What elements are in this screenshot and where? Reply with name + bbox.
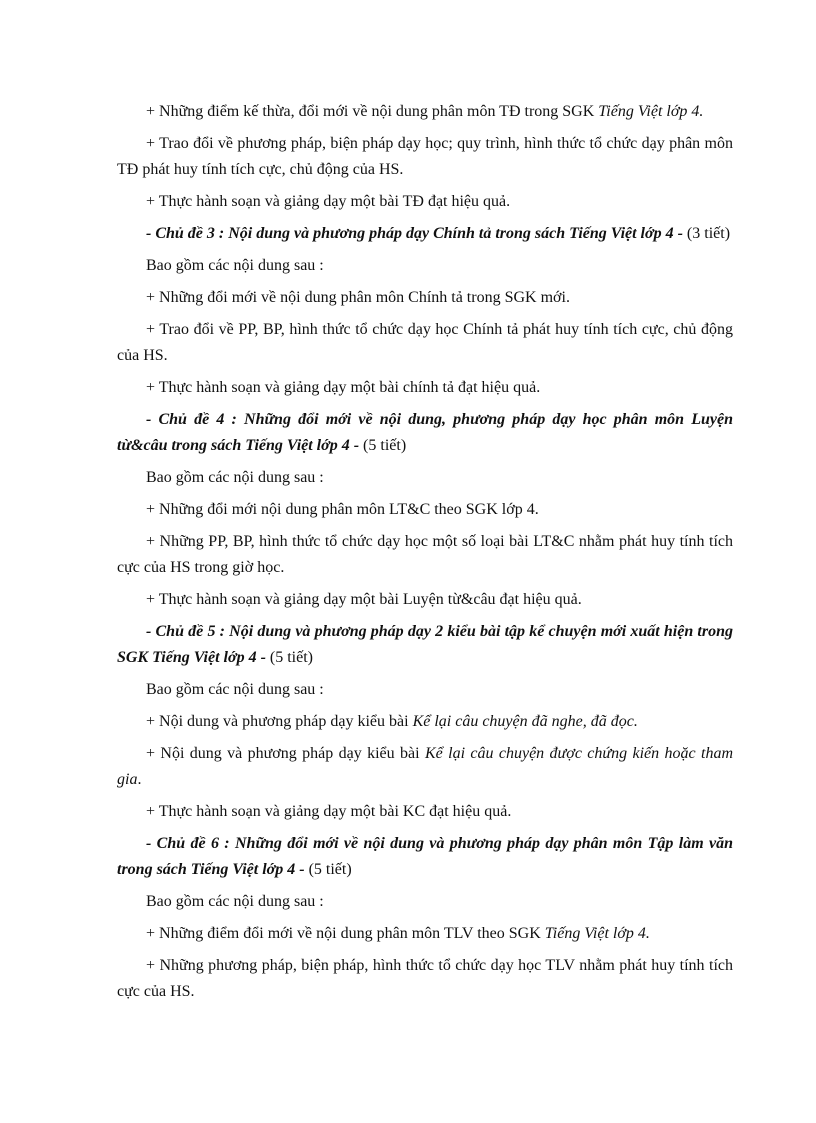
topic5-duration: (5 tiết) — [269, 649, 313, 666]
topic4-heading: - Chủ đề 4 : Những đổi mới về nội dung, phương pháp dạy học phân môn Luyện từ&câu trong sách Tiếng Việt lớp 4 - (5 tiết) — [117, 411, 733, 454]
topic4-item-1: + Những đổi mới nội dung phân môn LT&C theo SGK lớp 4. — [146, 501, 539, 518]
topic6-duration: (5 tiết) — [308, 861, 352, 878]
topic6-heading: - Chủ đề 6 : Những đổi mới về nội dung và phương pháp dạy phân môn Tập làm văn trong sách Tiếng Việt lớp 4 - (5 tiết) — [117, 835, 733, 878]
topic4-intro: Bao gồm các nội dung sau : — [146, 469, 324, 486]
topic5-item-1: + Nội dung và phương pháp dạy kiểu bài Kể lại câu chuyện đã nghe, đã đọc. — [146, 713, 638, 730]
topic2-item-methods: + Trao đổi về phương pháp, biện pháp dạy học; quy trình, hình thức tổ chức dạy phân môn TĐ phát huy tính tích cực, chủ động của HS. — [117, 135, 733, 178]
document-body — [117, 99, 733, 1005]
topic3-item-1: + Những đổi mới về nội dung phân môn Chính tả trong SGK mới. — [146, 289, 570, 306]
topic6-intro: Bao gồm các nội dung sau : — [146, 893, 324, 910]
topic5-intro: Bao gồm các nội dung sau : — [146, 681, 324, 698]
topic4-duration: (5 tiết) — [363, 437, 407, 454]
topic5-item-2: + Nội dung và phương pháp dạy kiểu bài Kể lại câu chuyện được chứng kiến hoặc tham gia. — [117, 745, 734, 788]
topic3-duration: (3 tiết) — [686, 225, 731, 242]
topic2-item-practice: + Thực hành soạn và giảng dạy một bài TĐ đạt hiệu quả. — [146, 193, 511, 210]
topic2-item-inheritance: + Những điểm kế thừa, đổi mới về nội dung phân môn TĐ trong SGK Tiếng Việt lớp 4. — [146, 103, 704, 120]
topic3-item-2: + Trao đổi về PP, BP, hình thức tổ chức dạy học Chính tả phát huy tính tích cực, chủ động của HS. — [117, 321, 733, 364]
topic3-heading: - Chủ đề 3 : Nội dung và phương pháp dạy Chính tả trong sách Tiếng Việt lớp 4 - (3 tiết) — [146, 225, 731, 242]
topic6-item-2: + Những phương pháp, biện pháp, hình thức tổ chức dạy học TLV nhằm phát huy tính tích cực của HS. — [117, 957, 733, 1000]
topic6-item-1: + Những điểm đổi mới về nội dung phân môn TLV theo SGK Tiếng Việt lớp 4. — [146, 925, 650, 942]
topic5-heading: - Chủ đề 5 : Nội dung và phương pháp dạy 2 kiểu bài tập kể chuyện mới xuất hiện trong SGK Tiếng Việt lớp 4 - (5 tiết) — [117, 623, 733, 666]
topic4-item-2: + Những PP, BP, hình thức tổ chức dạy học một số loại bài LT&C nhằm phát huy tính tích cực của HS trong giờ học. — [117, 533, 733, 576]
topic3-item-3: + Thực hành soạn và giảng dạy một bài chính tả đạt hiệu quả. — [146, 379, 541, 396]
topic3-intro: Bao gồm các nội dung sau : — [146, 257, 324, 274]
topic5-item-3: + Thực hành soạn và giảng dạy một bài KC đạt hiệu quả. — [146, 803, 512, 820]
topic4-item-3: + Thực hành soạn và giảng dạy một bài Luyện từ&câu đạt hiệu quả. — [146, 591, 582, 608]
